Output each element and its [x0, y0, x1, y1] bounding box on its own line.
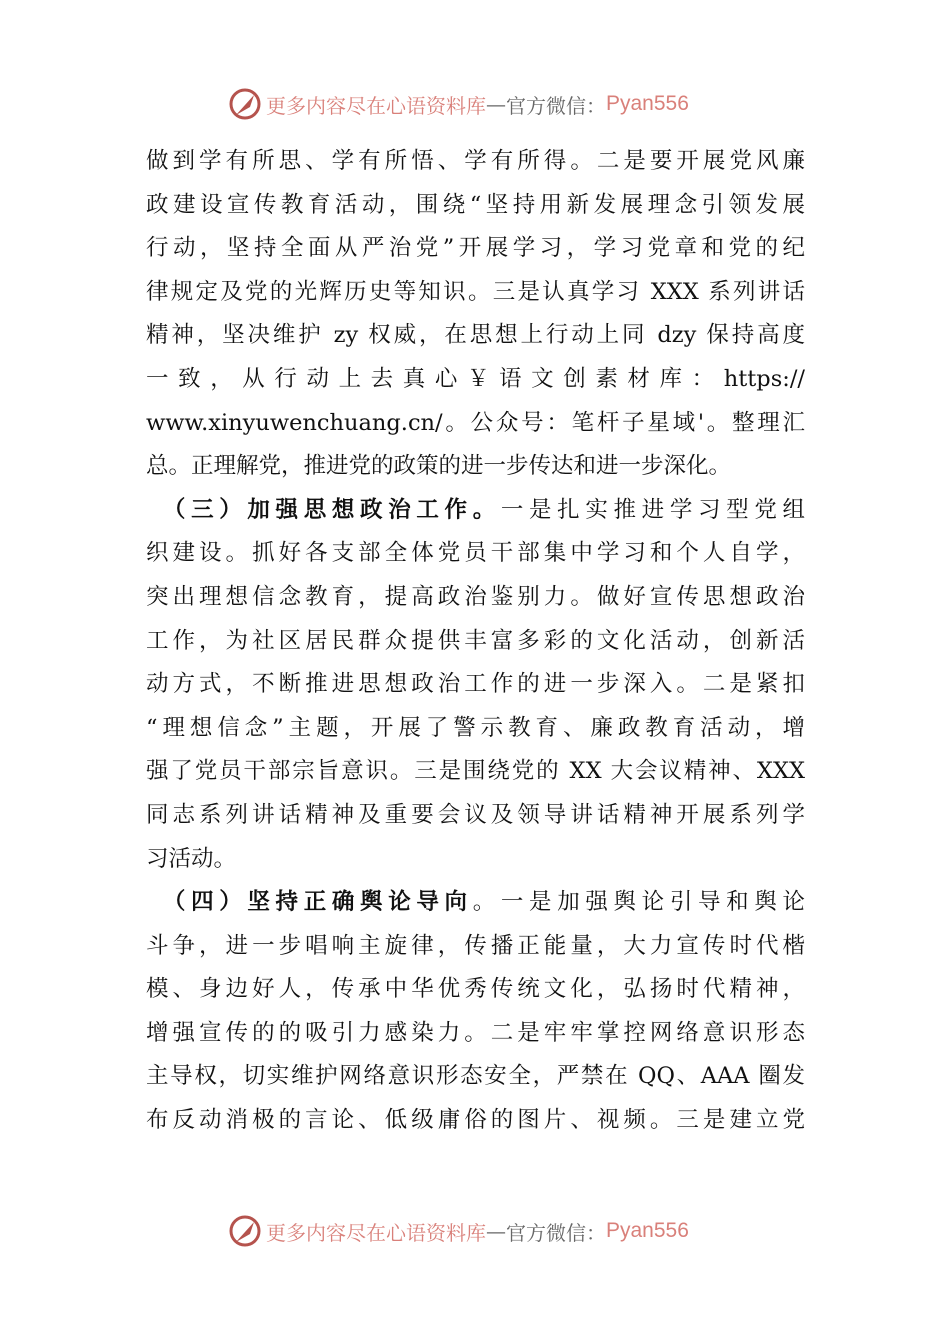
line-text: 同志系列讲话精神及重要会议及领导讲话精神开展系列学 [146, 801, 805, 828]
quill-logo-icon [228, 1214, 262, 1248]
watermark-dash: — [486, 1219, 506, 1243]
line-text: 习活动。 [146, 845, 237, 872]
text-line [146, 402, 805, 446]
text-line [146, 925, 805, 969]
document-body [146, 140, 805, 1143]
text-line [146, 314, 805, 358]
text-line [146, 1055, 805, 1099]
text-line [146, 620, 805, 664]
text-line [146, 576, 805, 620]
line-text: 动方式，不断推进思想政治工作的进一步深入。二是紧扣 [146, 671, 805, 698]
text-line [146, 881, 805, 925]
line-text: 增强宣传的的吸引力感染力。二是牢牢掌控网络意识形态 [146, 1019, 805, 1046]
text-line [146, 140, 805, 184]
footer-watermark [228, 1211, 689, 1251]
text-line [146, 750, 805, 794]
line-text: 精神，坚决维护 zy 权威，在思想上行动上同 dzy 保持高度 [146, 322, 805, 349]
watermark-official: 官方微信： [506, 93, 606, 118]
text-line [146, 707, 805, 751]
text-line [146, 271, 805, 315]
watermark-wechat-id: Pyan556 [606, 1219, 689, 1242]
text-line [146, 968, 805, 1012]
watermark-dash: — [486, 92, 506, 116]
text-line [146, 184, 805, 228]
section-heading: （三）加强思想政治工作。 [146, 496, 501, 523]
line-text: “理想信念”主题，开展了警示教育、廉政教育活动，增 [146, 714, 805, 741]
text-line [146, 532, 805, 576]
watermark-official: 官方微信： [506, 1220, 606, 1245]
line-text: 总。正理解党，推进党的政策的进一步传达和进一步深化。 [146, 453, 732, 480]
text-line [146, 838, 805, 882]
watermark-site: 更多内容尽在心语资料库 [266, 1220, 486, 1245]
text-line [146, 227, 805, 271]
text-line [146, 358, 805, 402]
line-text: 。一是加强舆论引导和舆论 [472, 889, 805, 916]
line-text: 斗争，进一步唱响主旋律，传播正能量，大力宣传时代楷 [146, 932, 805, 959]
text-line [146, 489, 805, 533]
line-text: 做到学有所思、学有所悟、学有所得。二是要开展党风廉 [146, 148, 805, 174]
text-line [146, 794, 805, 838]
line-text: 工作，为社区居民群众提供丰富多彩的文化活动，创新活 [146, 627, 805, 654]
text-line [146, 445, 805, 489]
line-text: 主导权，切实维护网络意识形态安全，严禁在 QQ、AAA 圈发 [146, 1063, 805, 1090]
quill-logo-icon [228, 87, 262, 121]
header-watermark [228, 84, 689, 124]
line-text: 一是扎实推进学习型党组 [500, 496, 805, 523]
line-text: 强了党员干部宗旨意识。三是围绕党的 XX 大会议精神、XXX [146, 758, 805, 785]
watermark-site: 更多内容尽在心语资料库 [266, 93, 486, 118]
line-text: 一 致 ， 从 行 动 上 去 真 心 ￥ 语 文 创 素 材 库 ： https:// [146, 365, 805, 392]
section-heading: （四）坚持正确舆论导向 [146, 889, 473, 916]
line-text: www.xinyuwenchuang.cn/。公众号：笔杆子星域'。整理汇 [146, 409, 805, 436]
line-text: 突出理想信念教育，提高政治鉴别力。做好宣传思想政治 [146, 583, 805, 610]
line-text: 布反动消极的言论、低级庸俗的图片、视频。三是建立党 [146, 1107, 805, 1134]
line-text: 律规定及党的光辉历史等知识。三是认真学习 XXX 系列讲话 [146, 278, 805, 305]
watermark-wechat-id: Pyan556 [606, 92, 689, 115]
text-line [146, 663, 805, 707]
line-text: 行动，坚持全面从严治党”开展学习，学习党章和党的纪 [146, 235, 805, 262]
text-line [146, 1012, 805, 1056]
line-text: 模、身边好人，传承中华优秀传统文化，弘扬时代精神， [146, 976, 805, 1003]
text-line [146, 1099, 805, 1143]
line-text: 织建设。抓好各支部全体党员干部集中学习和个人自学， [146, 540, 805, 567]
line-text: 政建设宣传教育活动，围绕“坚持用新发展理念引领发展 [146, 191, 805, 218]
